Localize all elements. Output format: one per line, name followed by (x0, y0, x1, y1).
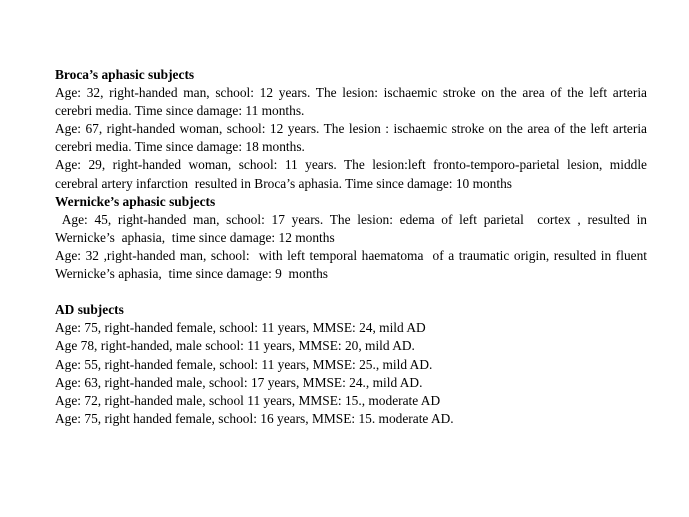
broca-entry-2: Age: 67, right-handed woman, school: 12 years. The lesion : ischaemic stroke on the area of the left arteria cerebri media. Time since damage: 18 months. (55, 121, 651, 155)
wernicke-section (55, 193, 651, 283)
broca-heading: Broca’s aphasic subjects (55, 67, 195, 82)
ad-entry-6: Age: 75, right handed female, school: 16 years, MMSE: 15. moderate AD. (55, 410, 454, 426)
ad-entry-2: Age 78, right-handed, male school: 11 years, MMSE: 20, mild AD. (55, 338, 415, 354)
ad-entry-3: Age: 55, right-handed female, school: 11 years, MMSE: 25., mild AD. (55, 356, 433, 372)
document-page (55, 66, 651, 428)
ad-section (55, 301, 647, 428)
wernicke-entry-2: Age: 32 ,right-handed man, school: with left temporal haematoma of a traumatic origin, resulted in fluent Wernicke’s aphasia, time since damage: 9 months (55, 247, 651, 282)
ad-entry-4: Age: 63, right-handed male, school: 17 years, MMSE: 24., mild AD. (55, 374, 423, 390)
ad-entry-1: Age: 75, right-handed female, school: 11 years, MMSE: 24, mild AD (55, 320, 426, 336)
section-spacer (55, 283, 647, 301)
wernicke-heading: Wernicke’s aphasic subjects (55, 193, 216, 209)
wernicke-entry-1: Age: 45, right-handed man, school: 17 years. The lesion: edema of left parietal cortex , resulted in Wernicke’s aphasia, time since damage: 12 months (55, 211, 651, 245)
broca-section (55, 66, 651, 193)
broca-entry-3: Age: 29, right-handed woman, school: 11 years. The lesion:left fronto-temporo-parietal lesion, middle cerebral artery infarction resulted in Broca’s aphasia. Time since damage: 10 months (55, 157, 651, 191)
ad-entry-5: Age: 72, right-handed male, school 11 years, MMSE: 15., moderate AD (55, 392, 441, 408)
broca-entry-1: Age: 32, right-handed man, school: 12 years. The lesion: ischaemic stroke on the area of the left arteria cerebri media. Time since damage: 11 months. (55, 85, 651, 119)
ad-heading: AD subjects (55, 302, 124, 318)
